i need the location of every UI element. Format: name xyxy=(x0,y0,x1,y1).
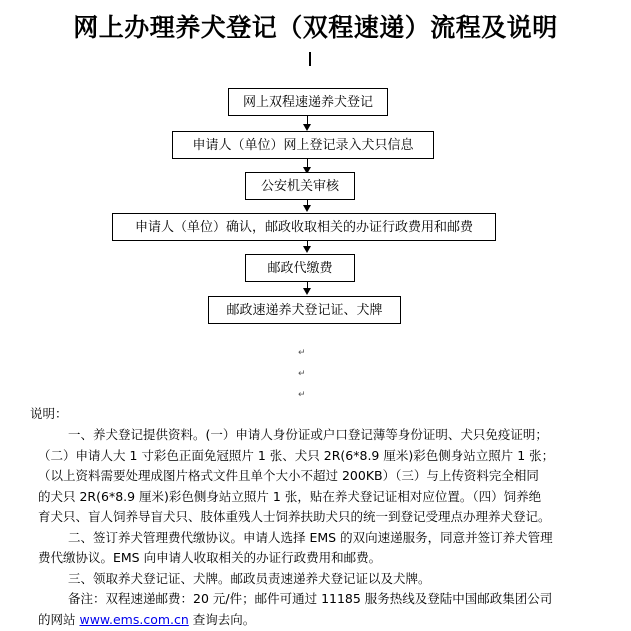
explanation-line: 的犬只 2R(6*8.9 厘米)彩色侧身站立照片 1 张，贴在养犬登记证相对应位置。（四）饲养绝 xyxy=(38,488,542,504)
flow-step-2-label: 申请人（单位）网上登记录入犬只信息 xyxy=(192,138,414,153)
arrow-down-icon xyxy=(303,288,311,295)
flow-step-1-label: 网上双程速递养犬登记 xyxy=(242,95,373,110)
flow-step-4 xyxy=(112,213,496,241)
flow-step-1 xyxy=(228,88,388,116)
explanation-last-line xyxy=(38,610,594,631)
explanation-line: 费代缴协议。EMS 向申请人收取相关的办证行政费用和邮费。 xyxy=(38,550,382,565)
paragraph-mark-icon: ↵ xyxy=(298,390,306,400)
explanation-line: 一、养犬登记提供资料。(一）申请人身份证或户口登记薄等身份证明、犬只免疫证明； xyxy=(68,427,548,442)
explanation-line: 备注：双程速递邮费：20 元/件；邮件可通过 11185 服务热线及登陆中国邮政集团公司 xyxy=(68,591,553,606)
page-title: 网上办理养犬登记（双程速递）流程及说明 xyxy=(73,13,558,42)
flow-step-3-label: 公安机关审核 xyxy=(260,179,339,194)
explanation-section xyxy=(30,404,586,425)
arrow-down-icon xyxy=(303,124,311,131)
paragraph-mark-icon: ↵ xyxy=(298,369,306,379)
explanation-line: 二、签订养犬管理费代缴协议。申请人选择 EMS 的双向速递服务，同意并签订养犬管理 xyxy=(68,529,553,545)
explanation-line: （二）申请人大 1 寸彩色正面免冠照片 1 张、犬只 2R(6*8.9 厘米)彩色侧身站立照片 1 张； xyxy=(38,447,555,463)
flow-step-2 xyxy=(172,131,434,159)
explanation-line: （以上资料需要处理成图片格式文件且单个大小不超过 200KB）（三）与上传资料完全相同 xyxy=(38,468,539,483)
paragraph-marks xyxy=(298,348,306,411)
flow-step-6-label: 邮政速递养犬登记证、犬牌 xyxy=(226,303,383,318)
flow-step-3 xyxy=(245,172,355,200)
last-line-prefix: 的网站 xyxy=(38,611,80,627)
flow-step-4-label: 申请人（单位）确认，邮政收取相关的办证行政费用和邮费 xyxy=(134,220,473,235)
flow-step-5-label: 邮政代缴费 xyxy=(267,261,333,276)
arrow-down-icon xyxy=(303,246,311,253)
text-cursor xyxy=(309,52,311,66)
explanation-line: 育犬只、盲人饲养导盲犬只、肢体重残人士饲养扶助犬只的统一到登记受理点办理养犬登记。 xyxy=(38,509,551,524)
explanation-body xyxy=(38,425,594,630)
flow-step-5 xyxy=(245,254,355,282)
flow-step-6 xyxy=(208,296,401,324)
explanation-line: 三、领取养犬登记证、犬牌。邮政员责速递养犬登记证以及犬牌。 xyxy=(68,570,431,586)
ems-website-link[interactable]: www.ems.com.cn xyxy=(79,611,189,627)
explanation-heading: 说明： xyxy=(30,406,68,421)
paragraph-mark-icon: ↵ xyxy=(298,348,306,358)
last-line-suffix: 查询去向。 xyxy=(188,611,256,627)
arrow-down-icon xyxy=(303,205,311,212)
